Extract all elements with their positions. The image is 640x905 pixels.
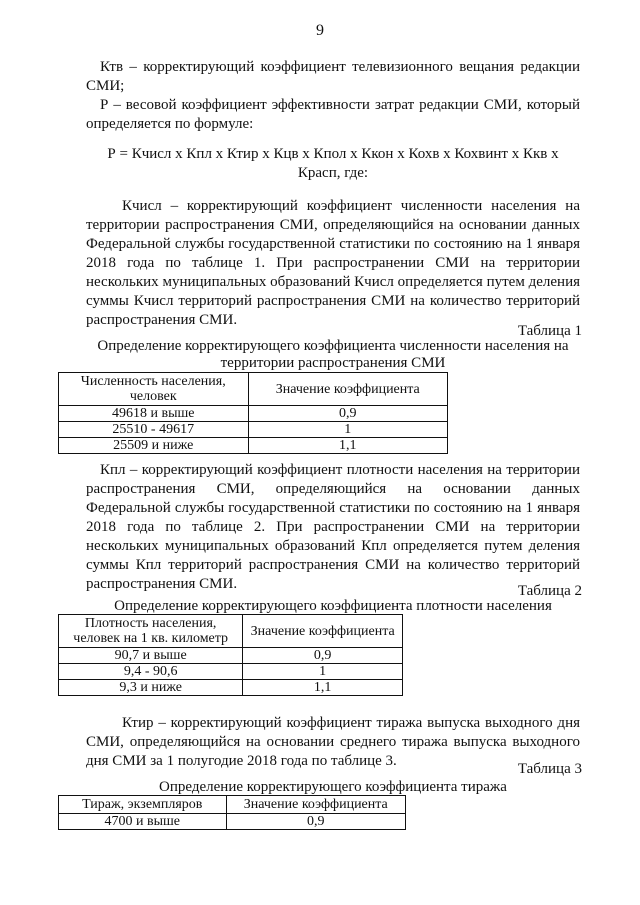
table-cell: 1,1 (248, 438, 448, 454)
paragraph-kchisl: Кчисл – корректирующий коэффициент численности населения на территории распространения СМИ, определяющийся на основании данных Федеральной службы государственной статистики по состоянию на 1 января 2018 года по таблице 1. При распространении СМИ на территории нескольких муниципальных образований Кчисл определяется путем деления суммы Кчисл территорий распространения СМИ на количество территорий распространения СМИ. (86, 198, 580, 328)
paragraph-ktv: Ктв – корректирующий коэффициент телевизионного вещания редакции СМИ; (86, 59, 580, 94)
table-row (59, 438, 448, 454)
table-header-cell: Тираж, экземпляров (59, 796, 227, 814)
table-cell: 9,4 - 90,6 (59, 664, 243, 680)
table-cell: 0,9 (243, 648, 403, 664)
formula-line-1: Р = Кчисл х Кпл х Ктир х Кцв х Кпол х Ккон х Кохв х Кохвинт х Ккв х (107, 146, 559, 162)
table-cell: 9,3 и ниже (59, 680, 243, 696)
table-row (59, 814, 406, 830)
table-header-cell: Значение коэффициента (226, 796, 406, 814)
table-header-row (59, 796, 406, 814)
paragraph-kpl: Кпл – корректирующий коэффициент плотности населения на территории распространения СМИ, определяющийся на основании данных Федеральной службы государственной статистики по состоянию на 1 января 2018 года по таблице 2. При распространении СМИ на территории нескольких муниципальных образований Кпл определяется путем деления суммы Кпл территорий распространения СМИ на количество территорий распространения СМИ. (86, 462, 580, 592)
table1 (58, 372, 448, 454)
table2-label: Таблица 2 (517, 583, 582, 599)
table-row (59, 680, 403, 696)
table-header-cell: Значение коэффициента (243, 615, 403, 648)
table2 (58, 614, 403, 696)
page-number: 9 (316, 22, 324, 39)
table3-label: Таблица 3 (517, 761, 582, 777)
table3-title: Определение корректирующего коэффициента тиража (159, 779, 507, 795)
table-header-cell: Плотность населения, человек на 1 кв. километр (59, 615, 243, 648)
table1-label: Таблица 1 (517, 323, 582, 339)
table1-title: Определение корректирующего коэффициента численности населения на территории распространения СМИ (97, 338, 569, 371)
table-cell: 0,9 (248, 406, 448, 422)
table-cell: 49618 и выше (59, 406, 249, 422)
table-cell: 1 (248, 422, 448, 438)
table-row (59, 406, 448, 422)
table-row (59, 664, 403, 680)
table-row (59, 648, 403, 664)
table-cell: 90,7 и выше (59, 648, 243, 664)
table-header-row (59, 373, 448, 406)
table-cell: 4700 и выше (59, 814, 227, 830)
table-row (59, 422, 448, 438)
table-header-cell: Значение коэффициента (248, 373, 448, 406)
table-cell: 1 (243, 664, 403, 680)
table-header-row (59, 615, 403, 648)
table3 (58, 795, 406, 830)
paragraph-ktir: Ктир – корректирующий коэффициент тиража выпуска выходного дня СМИ, определяющийся на основании среднего тиража выпуска выходного дня СМИ за 1 полугодие 2018 года по таблице 3. (86, 715, 580, 769)
table2-title: Определение корректирующего коэффициента плотности населения (114, 598, 552, 614)
paragraph-p: Р – весовой коэффициент эффективности затрат редакции СМИ, который определяется по формуле: (86, 97, 580, 132)
table-cell: 25510 - 49617 (59, 422, 249, 438)
formula-line-2: Красп, где: (297, 165, 369, 181)
table-cell: 1,1 (243, 680, 403, 696)
table-header-cell: Численность населения, человек (59, 373, 249, 406)
table-cell: 0,9 (226, 814, 406, 830)
table-cell: 25509 и ниже (59, 438, 249, 454)
